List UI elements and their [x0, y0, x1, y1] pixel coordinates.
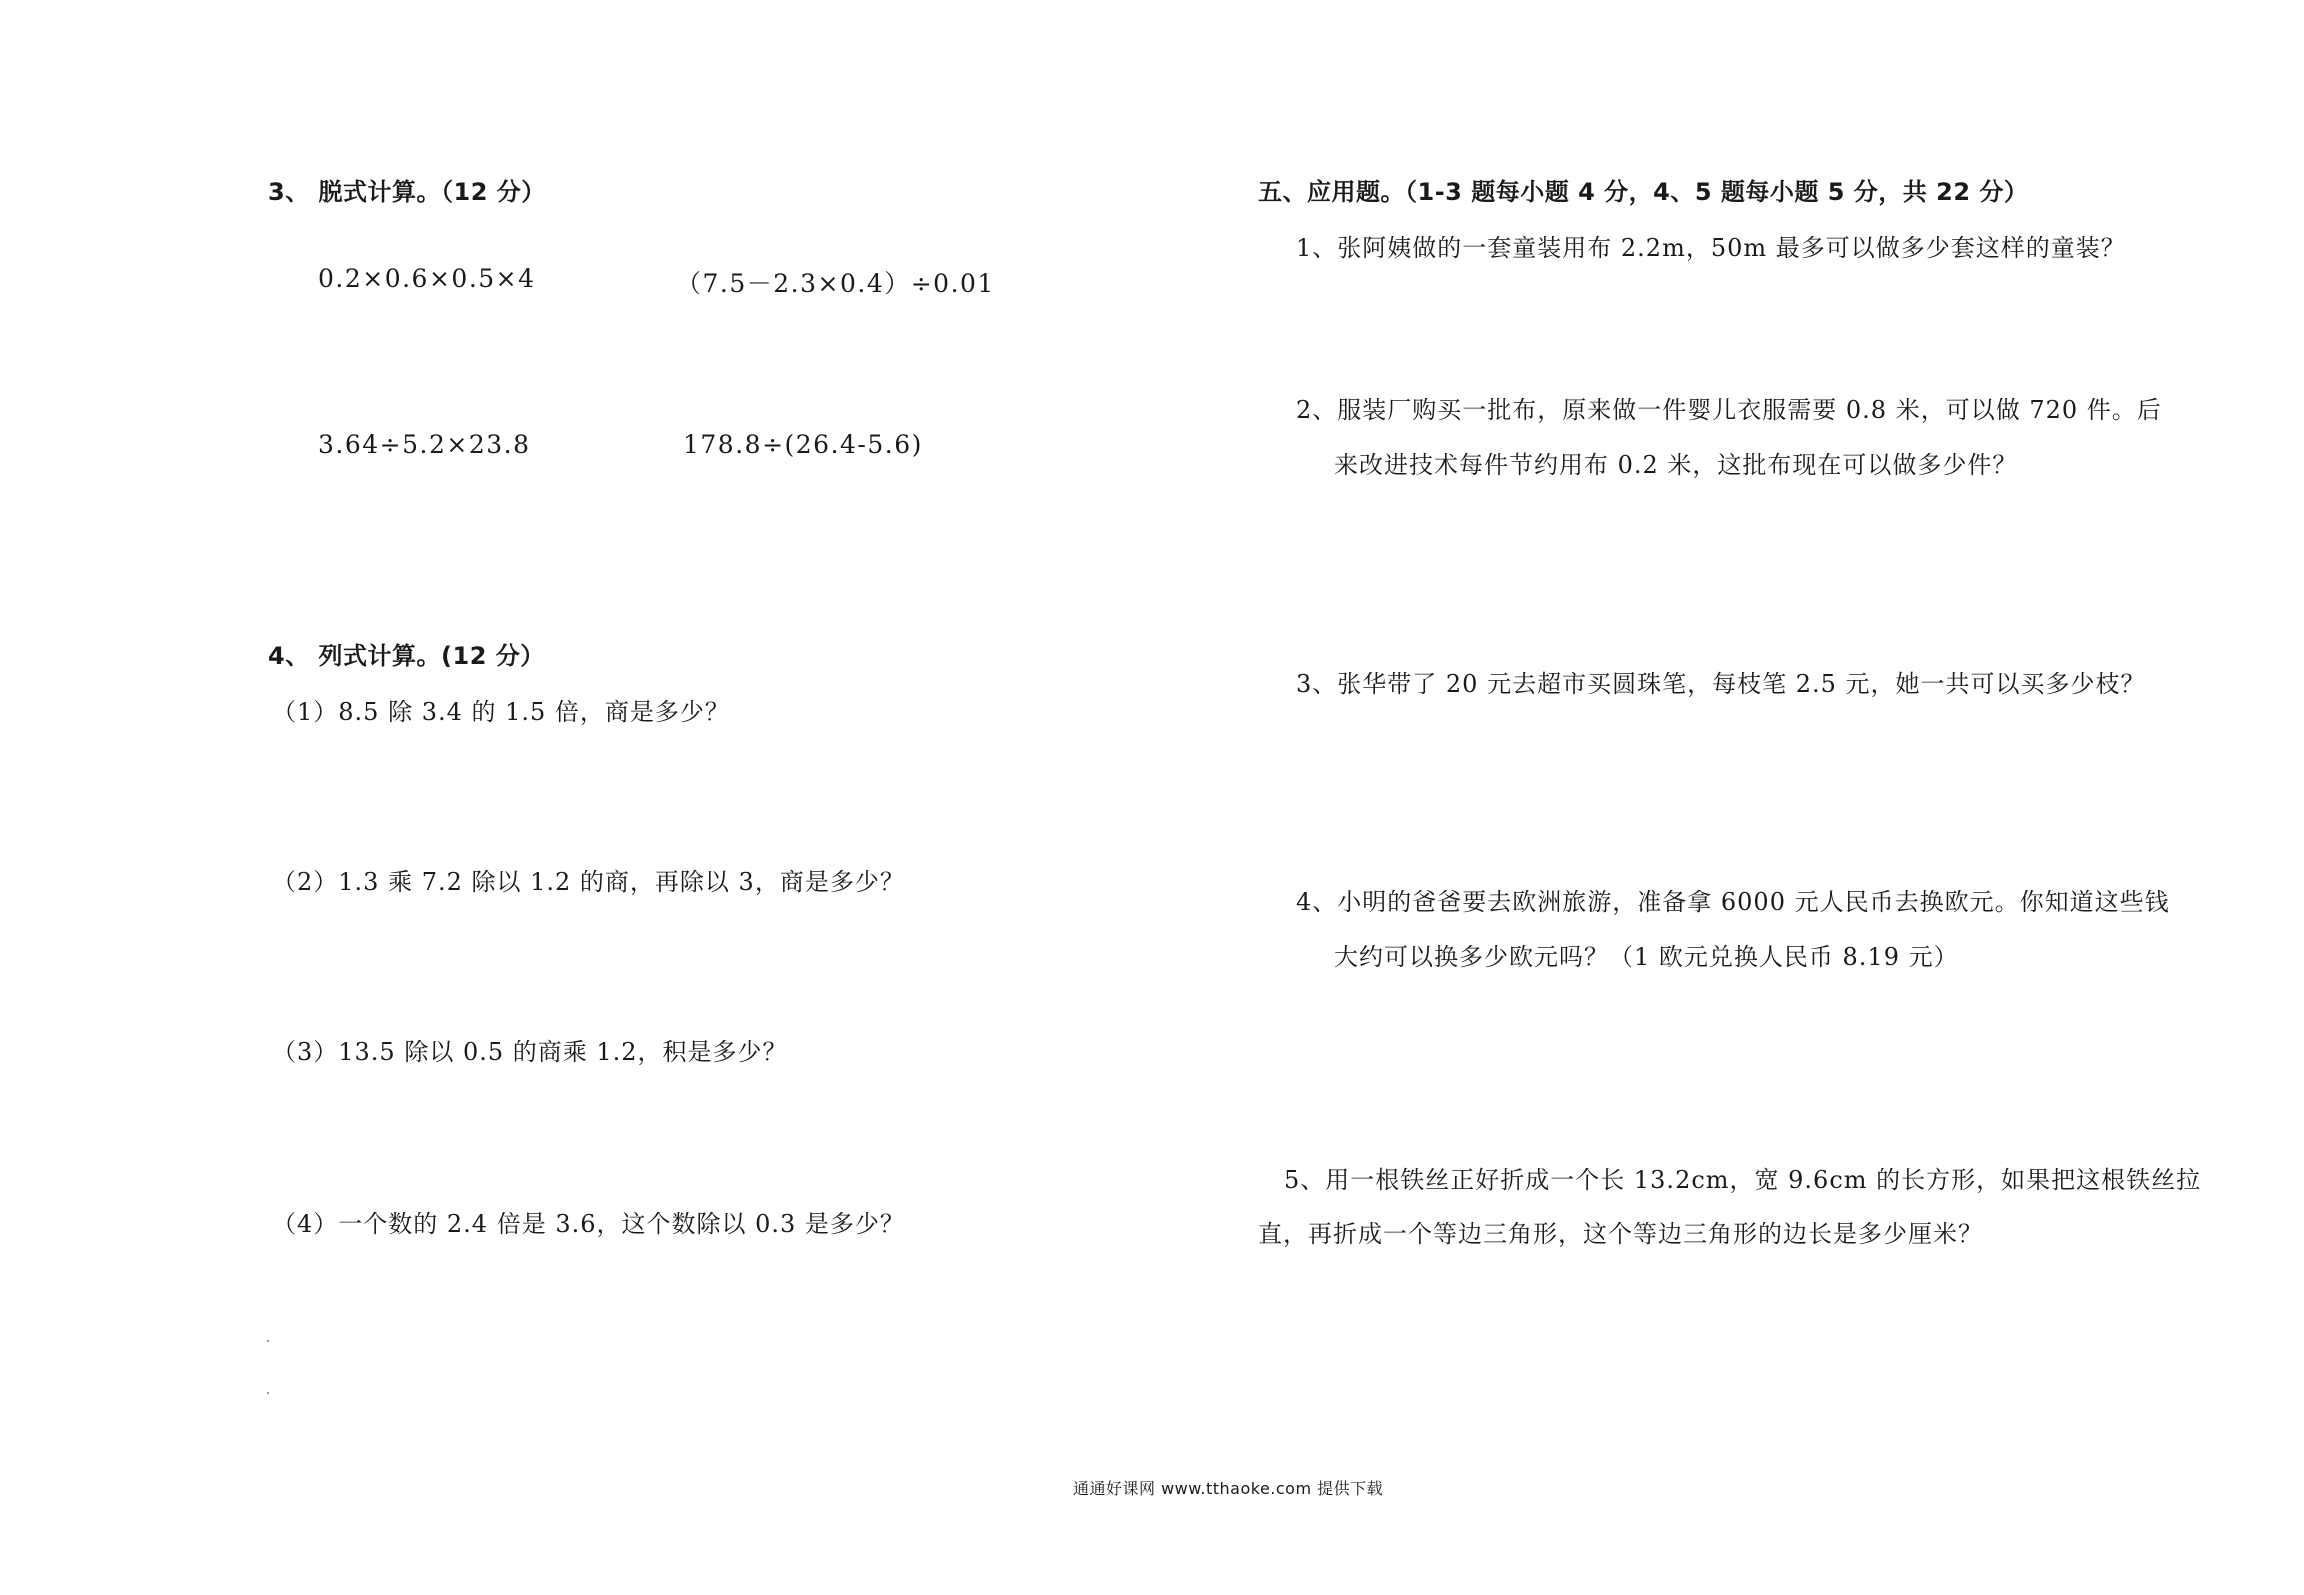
question-5-2-line-2: 来改进技术每件节约用布 0.2 米，这批布现在可以做多少件？ — [1334, 451, 2018, 479]
question-5-4-line-2: 大约可以换多少欧元吗？（1 欧元兑换人民币 8.19 元） — [1334, 943, 1959, 971]
question-5-1: 1、张阿姨做的一套童装用布 2.2m，50m 最多可以做多少套这样的童装？ — [1296, 234, 2126, 262]
footer-source-text: 通通好课网 www.tthaoke.com 提供下载 — [1073, 1479, 1384, 1498]
expression-4: 178.8÷(26.4-5.6) — [683, 430, 923, 459]
question-5-5-line-1: 5、用一根铁丝正好折成一个长 13.2cm，宽 9.6cm 的长方形，如果把这根铁丝拉 — [1284, 1166, 2202, 1194]
scan-speck — [267, 1340, 269, 1342]
question-4-2: （2）1.3 乘 7.2 除以 1.2 的商，再除以 3，商是多少？ — [272, 868, 905, 896]
section-4-heading: 4、 列式计算。(12 分） — [268, 642, 545, 670]
expression-2: （7.5－2.3×0.4）÷0.01 — [676, 269, 995, 298]
scan-speck — [267, 1392, 269, 1394]
question-4-3: （3）13.5 除以 0.5 的商乘 1.2，积是多少？ — [272, 1038, 788, 1066]
question-4-1: （1）8.5 除 3.4 的 1.5 倍，商是多少？ — [272, 698, 730, 726]
expression-1: 0.2×0.6×0.5×4 — [318, 264, 536, 293]
question-5-3: 3、张华带了 20 元去超市买圆珠笔，每枝笔 2.5 元，她一共可以买多少枝？ — [1296, 670, 2146, 698]
question-4-4: （4）一个数的 2.4 倍是 3.6，这个数除以 0.3 是多少？ — [272, 1210, 905, 1238]
section-5-heading: 五、应用题。（1-3 题每小题 4 分，4、5 题每小题 5 分，共 22 分） — [1258, 178, 2029, 206]
question-5-5-line-2: 直，再折成一个等边三角形，这个等边三角形的边长是多少厘米？ — [1258, 1220, 1983, 1248]
expression-3: 3.64÷5.2×23.8 — [318, 430, 531, 459]
question-5-2-line-1: 2、服装厂购买一批布，原来做一件婴儿衣服需要 0.8 米，可以做 720 件。后 — [1296, 396, 2162, 424]
question-5-4-line-1: 4、小明的爸爸要去欧洲旅游，准备拿 6000 元人民币去换欧元。你知道这些钱 — [1296, 888, 2170, 916]
section-3-heading: 3、 脱式计算。（12 分） — [268, 178, 546, 206]
